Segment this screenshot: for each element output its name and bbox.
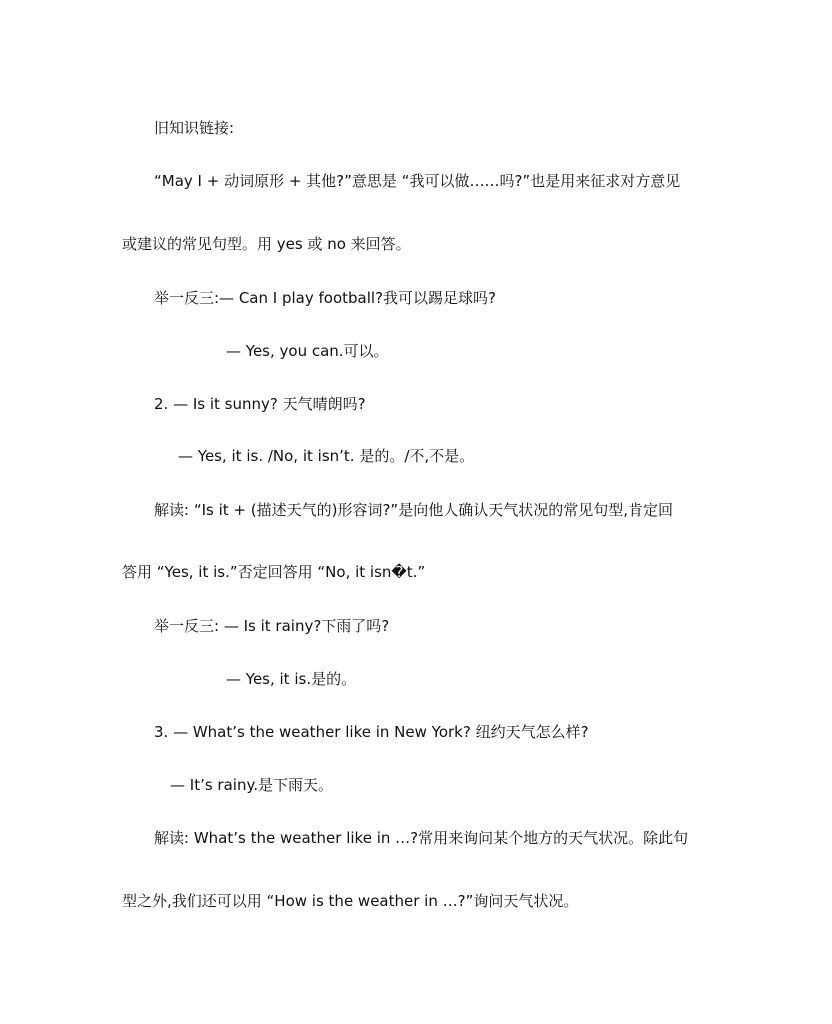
- example-answer-yes-you-can: — Yes, you can.可以。: [226, 342, 389, 360]
- may-i-explanation-line-2: 或建议的常见句型。用 yes 或 no 来回答。: [122, 235, 411, 253]
- sentence-3-answer: — It’s rainy.是下雨天。: [170, 776, 333, 794]
- may-i-explanation-line-1: “May I + 动词原形 + 其他?”意思是 “我可以做……吗?”也是用来征求对方意见: [154, 172, 681, 190]
- sentence-2-answer: — Yes, it is. /No, it isn’t. 是的。/不,不是。: [178, 447, 475, 465]
- explanation-2-line-1: 解读: “Is it + (描述天气的)形容词?”是向他人确认天气状况的常见句型,肯定回: [154, 501, 673, 519]
- explanation-3-line-2: 型之外,我们还可以用 “How is the weather in …?”询问天气状况。: [122, 892, 579, 910]
- example-question-football: 举一反三:— Can I play football?我可以踢足球吗?: [154, 289, 496, 307]
- example-question-rainy: 举一反三: — Is it rainy?下雨了吗?: [154, 617, 390, 635]
- explanation-3-line-1: 解读: What’s the weather like in …?常用来询问某个地方的天气状况。除此句: [154, 829, 689, 847]
- old-knowledge-heading: 旧知识链接:: [154, 119, 235, 137]
- example-answer-yes-it-is: — Yes, it is.是的。: [226, 670, 357, 688]
- sentence-2-question: 2. — Is it sunny? 天气晴朗吗?: [154, 395, 366, 413]
- explanation-2-line-2: 答用 “Yes, it is.”否定回答用 “No, it isn�t.”: [122, 563, 426, 581]
- sentence-3-question: 3. — What’s the weather like in New York? 纽约天气怎么样?: [154, 723, 589, 741]
